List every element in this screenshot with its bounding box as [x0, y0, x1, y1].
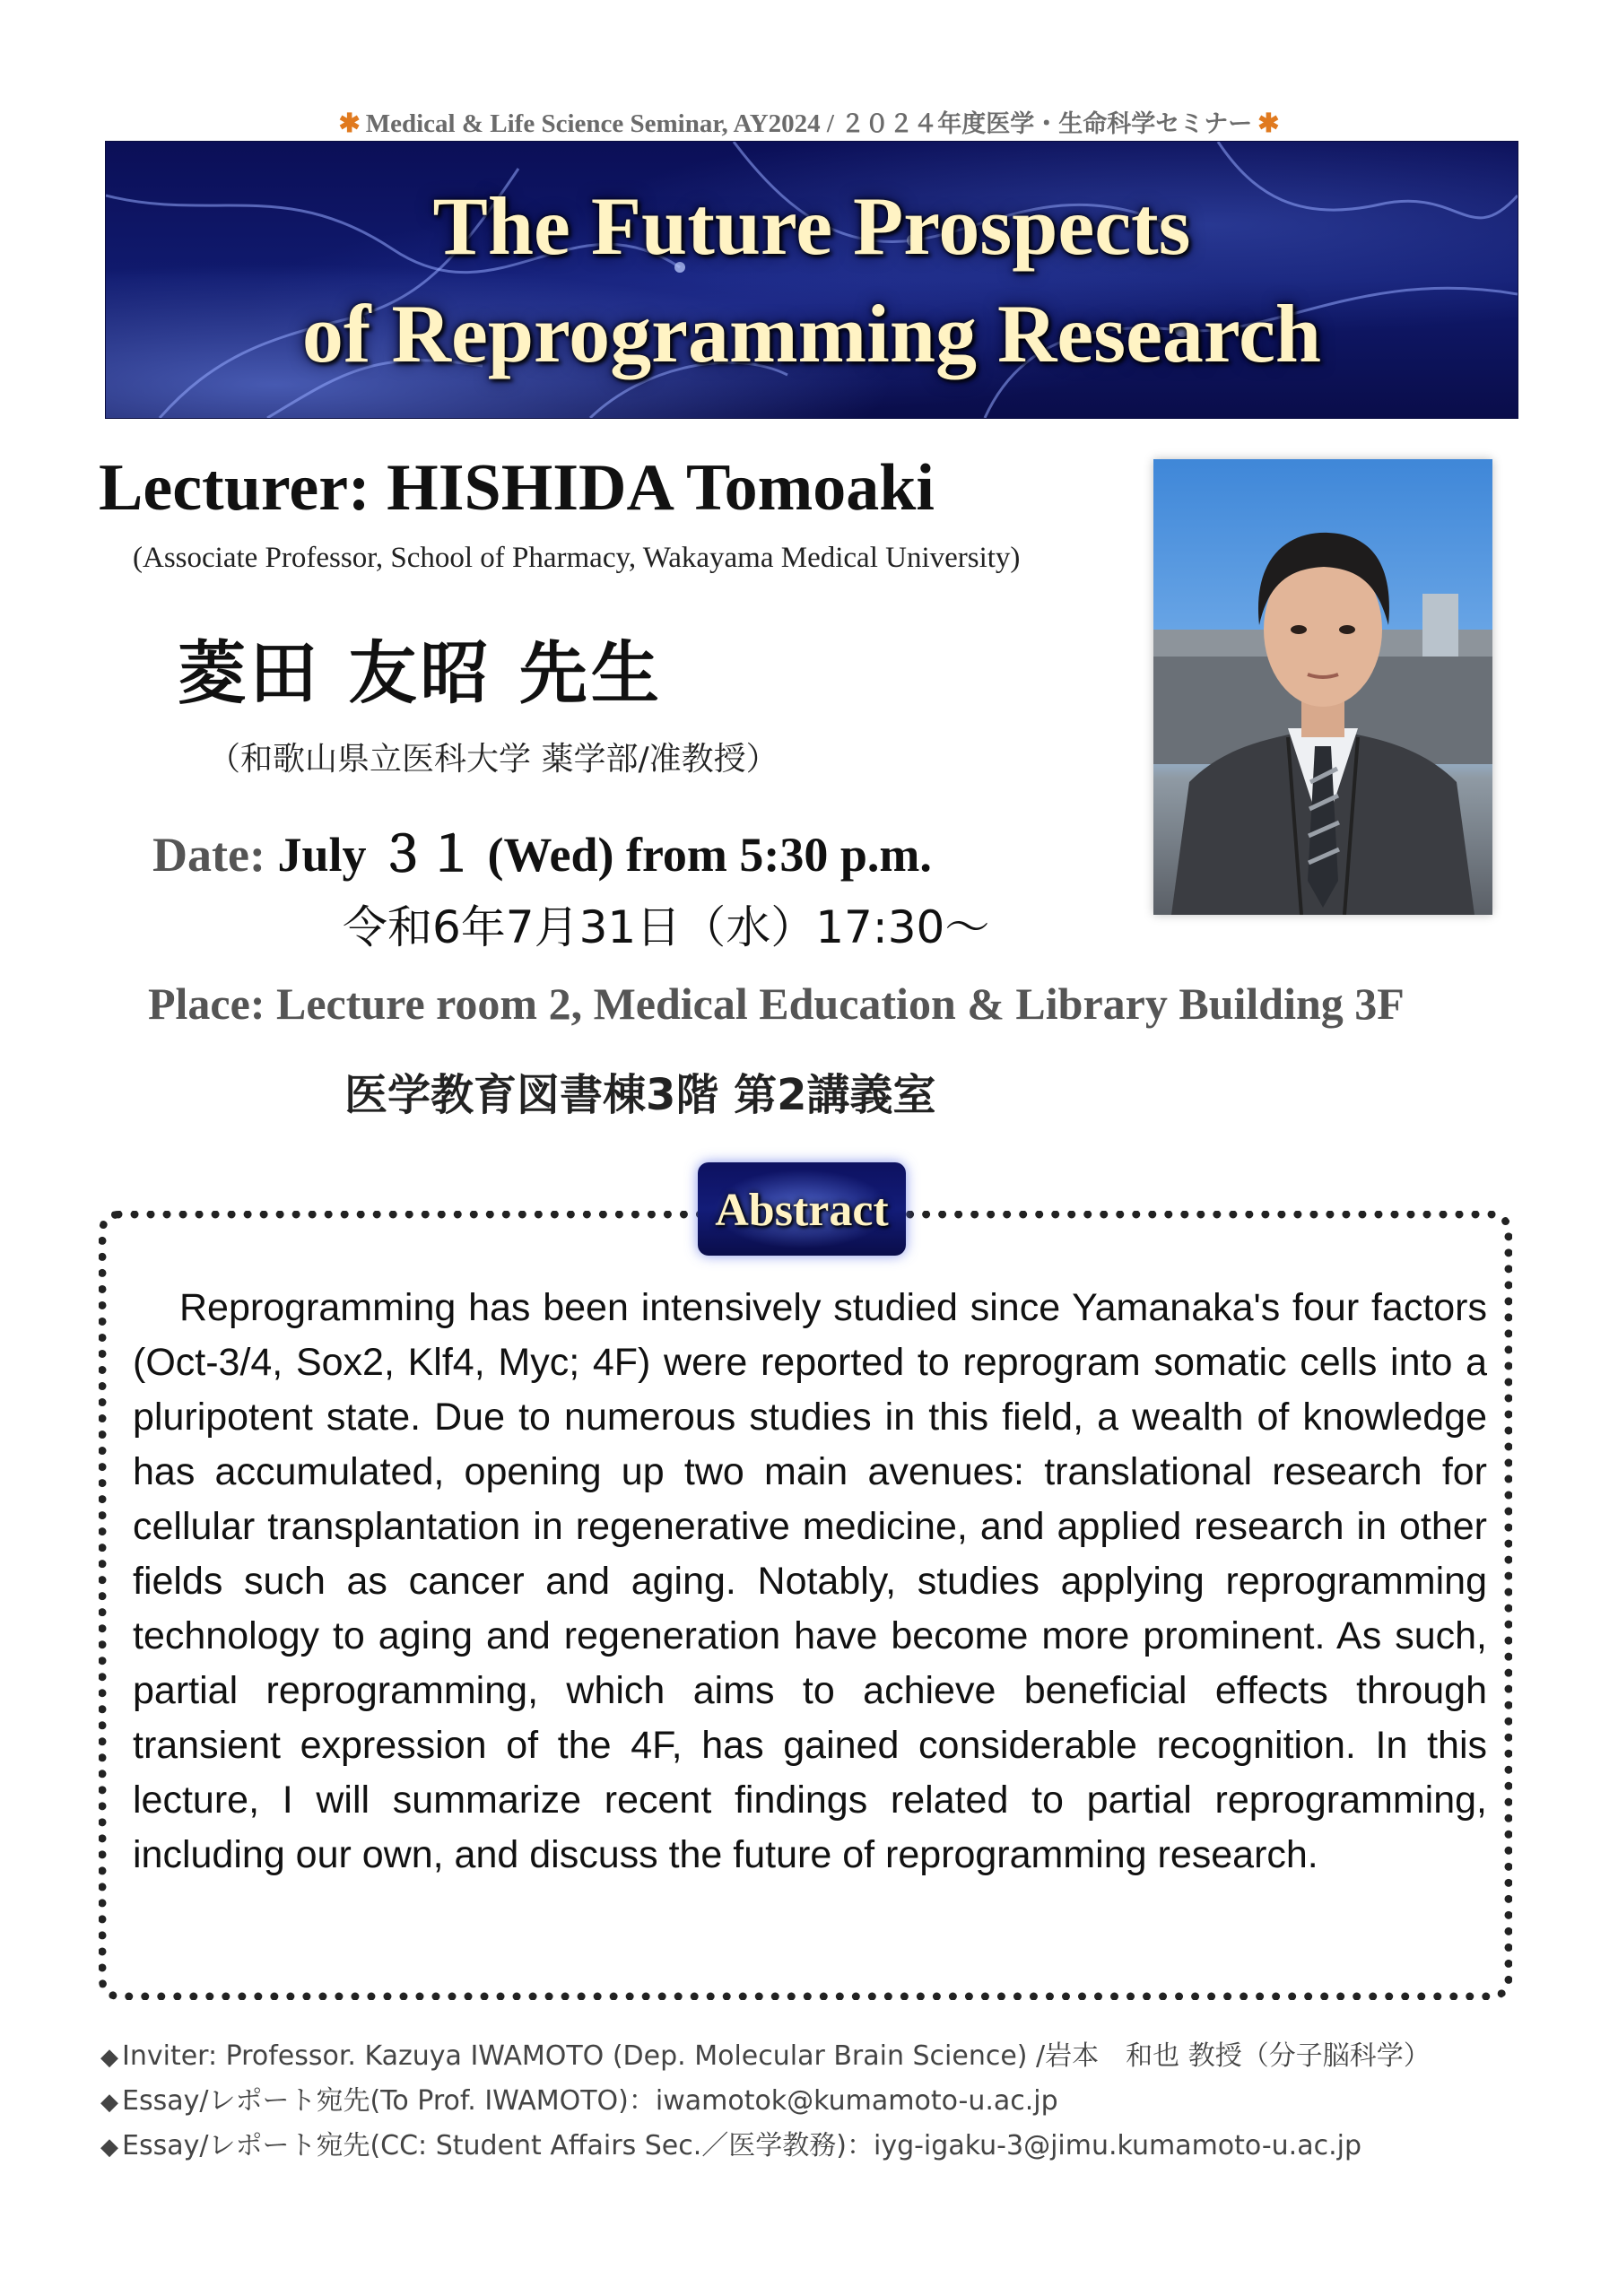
- abstract-label-badge: [698, 1162, 906, 1256]
- star-icon: ✱: [338, 109, 361, 138]
- abstract-label: Abstract: [715, 1185, 889, 1236]
- portrait-illustration: [1153, 459, 1492, 915]
- seminar-jp: ２０２４年度医学・生命科学セミナー: [840, 110, 1253, 138]
- date-jp: 令和6年7月31日（水）17:30～: [343, 901, 990, 953]
- diamond-bullet-icon: ◆: [100, 2089, 118, 2116]
- place-jp: 医学教育図書棟3階 第2講義室: [344, 1070, 936, 1120]
- diamond-bullet-icon: ◆: [100, 2044, 118, 2071]
- lecturer-photo: [1153, 459, 1492, 915]
- lecturer-name-en: Lecturer: HISHIDA Tomoaki: [99, 451, 935, 525]
- date-label: Date:: [152, 828, 265, 882]
- footer-info: [100, 2034, 1431, 2169]
- date-value: July ３１ (Wed) from 5:30 p.m.: [277, 828, 932, 882]
- footer-essay-to: [100, 2079, 1431, 2124]
- footer-essay-cc-text: Essay/レポート宛先(CC: Student Affairs Sec.／医学教務)：iyg-igaku-3@jimu.kumamoto-u.ac.jp: [122, 2130, 1362, 2161]
- lecturer-affiliation-en: (Associate Professor, School of Pharmacy, Wakayama Medical University): [133, 542, 1021, 574]
- title-banner: [105, 141, 1518, 419]
- diamond-bullet-icon: ◆: [100, 2134, 118, 2161]
- title-line-1: The Future Prospects: [432, 180, 1191, 272]
- date-en: [152, 816, 932, 885]
- footer-inviter: [100, 2034, 1431, 2079]
- title-line-2: of Reprogramming Research: [301, 288, 1322, 379]
- lecturer-affiliation-jp: （和歌山県立医科大学 薬学部/准教授）: [208, 741, 779, 778]
- place-en: Place: Lecture room 2, Medical Education & Library Building 3F: [148, 978, 1405, 1029]
- lecturer-name-jp: 菱田 友昭 先生: [178, 633, 663, 713]
- abstract-text: Reprogramming has been intensively studied since Yamanaka's four factors (Oct-3/4, Sox2, Klf4, Myc; 4F) were reported to reprogram somatic cells into a pluripotent state. Due to numerous studies in this field, a wealth of knowledge has accumulated, opening up two main avenues: translational research for cellular transplantation in regenerative medicine, and applied research in other fields such as cancer and aging. Notably, studies applying reprogramming technology to aging and regeneration have become more prominent. As such, partial reprogramming, which aims to achieve beneficial effects through transient expression of the 4F, has gained considerable recognition. In this lecture, I will summarize recent findings related to partial reprogramming, including our own, and discuss the future of reprogramming research.: [133, 1286, 1487, 1876]
- footer-inviter-text: Inviter: Professor. Kazuya IWAMOTO (Dep. Molecular Brain Science) /岩本 和也 教授（分子脳科学）: [122, 2040, 1431, 2072]
- star-icon: ✱: [1257, 109, 1280, 138]
- seminar-en: Medical & Life Science Seminar, AY2024 /: [365, 109, 834, 138]
- seminar-heading: [0, 104, 1618, 139]
- footer-essay-cc: [100, 2124, 1431, 2169]
- footer-essay-to-text: Essay/レポート宛先(To Prof. IWAMOTO)：iwamotok@kumamoto-u.ac.jp: [122, 2085, 1058, 2117]
